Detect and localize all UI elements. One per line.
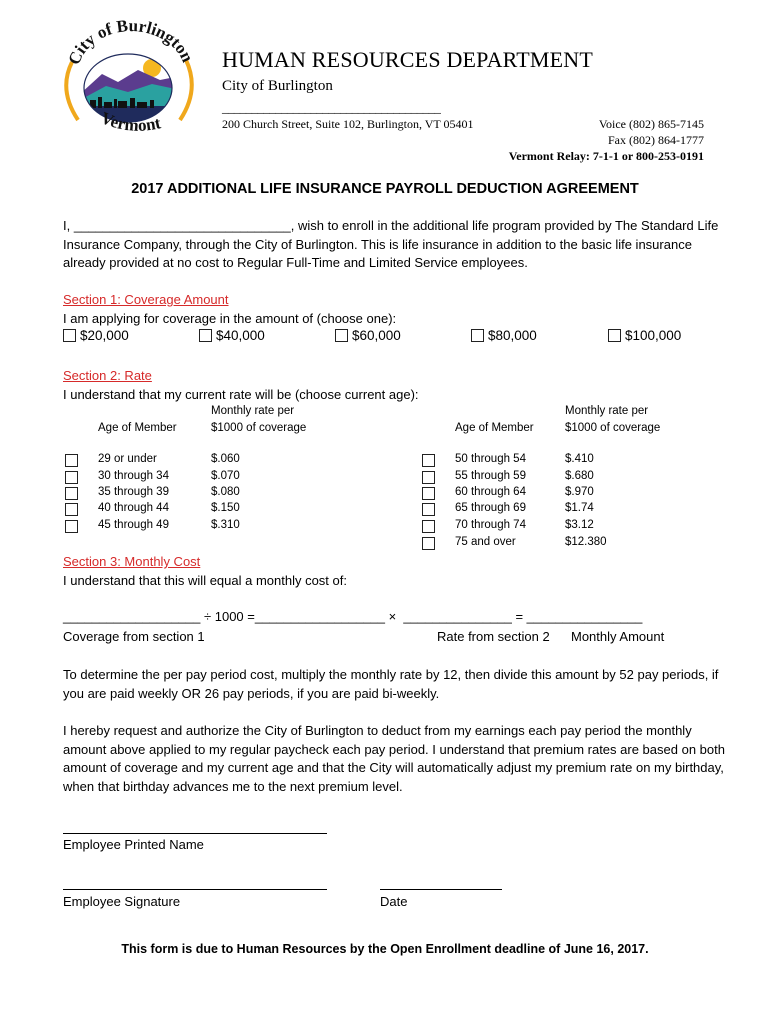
coverage-option[interactable] xyxy=(608,328,681,343)
age-range: 29 or under xyxy=(98,453,157,465)
monthly-rate: $.680 xyxy=(565,470,594,482)
monthly-rate: $.150 xyxy=(211,502,240,514)
section1-heading: Section 1: Coverage Amount xyxy=(63,292,229,307)
coverage-amount: $80,000 xyxy=(488,328,537,343)
coverage-option[interactable] xyxy=(471,328,537,343)
age-range: 70 through 74 xyxy=(455,519,526,531)
date-line[interactable] xyxy=(380,889,502,890)
signature-label: Employee Signature xyxy=(63,894,181,909)
coverage-checkbox[interactable] xyxy=(63,329,76,342)
monthly-cost-formula[interactable]: ___________________ ÷ 1000 =__________________ × _______________ = ________________ xyxy=(63,609,643,624)
coverage-amount: $20,000 xyxy=(80,328,129,343)
coverage-checkbox[interactable] xyxy=(608,329,621,342)
section1-text: I am applying for coverage in the amount of (choose one): xyxy=(63,311,397,326)
city-logo xyxy=(56,20,198,138)
city-seal-graphic xyxy=(56,20,198,138)
label-rate: Rate from section 2 xyxy=(437,629,550,644)
age-checkbox[interactable] xyxy=(65,520,78,533)
department-title: HUMAN RESOURCES DEPARTMENT xyxy=(222,47,594,72)
coverage-amount: $100,000 xyxy=(625,328,682,343)
age-checkbox[interactable] xyxy=(422,471,435,484)
age-range: 30 through 34 xyxy=(98,470,169,482)
city-name: City of Burlington xyxy=(222,78,333,94)
footer-deadline: This form is due to Human Resources by the Open Enrollment deadline of June 16, 2017. xyxy=(121,942,649,956)
monthly-rate: $1.74 xyxy=(565,502,594,514)
coverage-option[interactable] xyxy=(63,328,129,343)
monthly-rate: $12.380 xyxy=(565,536,607,548)
printed-name-label: Employee Printed Name xyxy=(63,837,204,852)
address: 200 Church Street, Suite 102, Burlington, VT 05401 xyxy=(222,117,474,131)
voice-phone: Voice (802) 865-7145 xyxy=(598,117,704,131)
coverage-amount: $40,000 xyxy=(216,328,265,343)
pay-period-paragraph: To determine the per pay period cost, multiply the monthly rate by 12, then divide this amount by 52 pay periods, if you are paid weekly OR 26 pay periods, if you are paid bi-weekly. xyxy=(63,667,719,701)
age-checkbox[interactable] xyxy=(422,503,435,516)
age-column-header: Age of Member xyxy=(98,422,177,434)
age-range: 35 through 39 xyxy=(98,486,169,498)
coverage-amount: $60,000 xyxy=(352,328,401,343)
signature-line[interactable] xyxy=(63,889,327,890)
age-checkbox[interactable] xyxy=(422,537,435,550)
coverage-checkbox[interactable] xyxy=(199,329,212,342)
label-coverage: Coverage from section 1 xyxy=(63,629,205,644)
intro-paragraph: I, ______________________________, wish to enroll in the additional life program provided by The Standard Life Insurance Company, through the City of Burlington. This is life insurance in addition to the basic life insurance already provided at no cost to Regular Full-Time and Limited Service employees. xyxy=(63,218,719,271)
authorization-paragraph: I hereby request and authorize the City of Burlington to deduct from my earnings each pay period the monthly amount above applied to my regular paycheck each pay period. I understand that premium rates are based on both amount of coverage and my current age and that the City will automatically adjust my premium rate on my birthday, when that birthday advances me to the next premium level. xyxy=(63,723,725,794)
age-checkbox[interactable] xyxy=(65,487,78,500)
header-rule: _____________________________________ xyxy=(222,100,441,115)
monthly-rate: $3.12 xyxy=(565,519,594,531)
vermont-relay: Vermont Relay: 7-1-1 or 800-253-0191 xyxy=(508,149,704,163)
age-range: 60 through 64 xyxy=(455,486,526,498)
age-range: 55 through 59 xyxy=(455,470,526,482)
age-range: 50 through 54 xyxy=(455,453,526,465)
age-range: 65 through 69 xyxy=(455,502,526,514)
monthly-rate: $.060 xyxy=(211,453,240,465)
monthly-rate: $.070 xyxy=(211,470,240,482)
coverage-option[interactable] xyxy=(199,328,265,343)
date-label: Date xyxy=(380,894,408,909)
section2-text: I understand that my current rate will be (choose current age): xyxy=(63,387,419,402)
rate-column-header-line1: Monthly rate per xyxy=(211,405,295,417)
age-column-header: Age of Member xyxy=(455,422,534,434)
age-checkbox[interactable] xyxy=(422,520,435,533)
fax-number: Fax (802) 864-1777 xyxy=(608,133,704,147)
document-title: 2017 ADDITIONAL LIFE INSURANCE PAYROLL DEDUCTION AGREEMENT xyxy=(131,181,639,197)
section3-heading: Section 3: Monthly Cost xyxy=(63,554,201,569)
age-checkbox[interactable] xyxy=(65,454,78,467)
age-range: 75 and over xyxy=(455,536,516,548)
logo-bottom-text: Vermont xyxy=(98,108,163,136)
monthly-rate: $.310 xyxy=(211,519,240,531)
printed-name-line[interactable] xyxy=(63,833,327,834)
age-checkbox[interactable] xyxy=(422,454,435,467)
rate-column-header-line2: $1000 of coverage xyxy=(565,422,661,434)
rate-column-header-line1: Monthly rate per xyxy=(565,405,649,417)
age-checkbox[interactable] xyxy=(422,487,435,500)
monthly-rate: $.080 xyxy=(211,486,240,498)
coverage-checkbox[interactable] xyxy=(335,329,348,342)
section2-heading: Section 2: Rate xyxy=(63,368,152,383)
monthly-rate: $.970 xyxy=(565,486,594,498)
coverage-option[interactable] xyxy=(335,328,401,343)
logo-top-text: City of Burlington xyxy=(64,20,198,68)
section3-text: I understand that this will equal a monthly cost of: xyxy=(63,573,347,588)
rate-column-header-line2: $1000 of coverage xyxy=(211,422,307,434)
coverage-checkbox[interactable] xyxy=(471,329,484,342)
label-monthly-amount: Monthly Amount xyxy=(571,629,665,644)
age-checkbox[interactable] xyxy=(65,503,78,516)
age-range: 45 through 49 xyxy=(98,519,169,531)
age-range: 40 through 44 xyxy=(98,502,169,514)
monthly-rate: $.410 xyxy=(565,453,594,465)
age-checkbox[interactable] xyxy=(65,471,78,484)
